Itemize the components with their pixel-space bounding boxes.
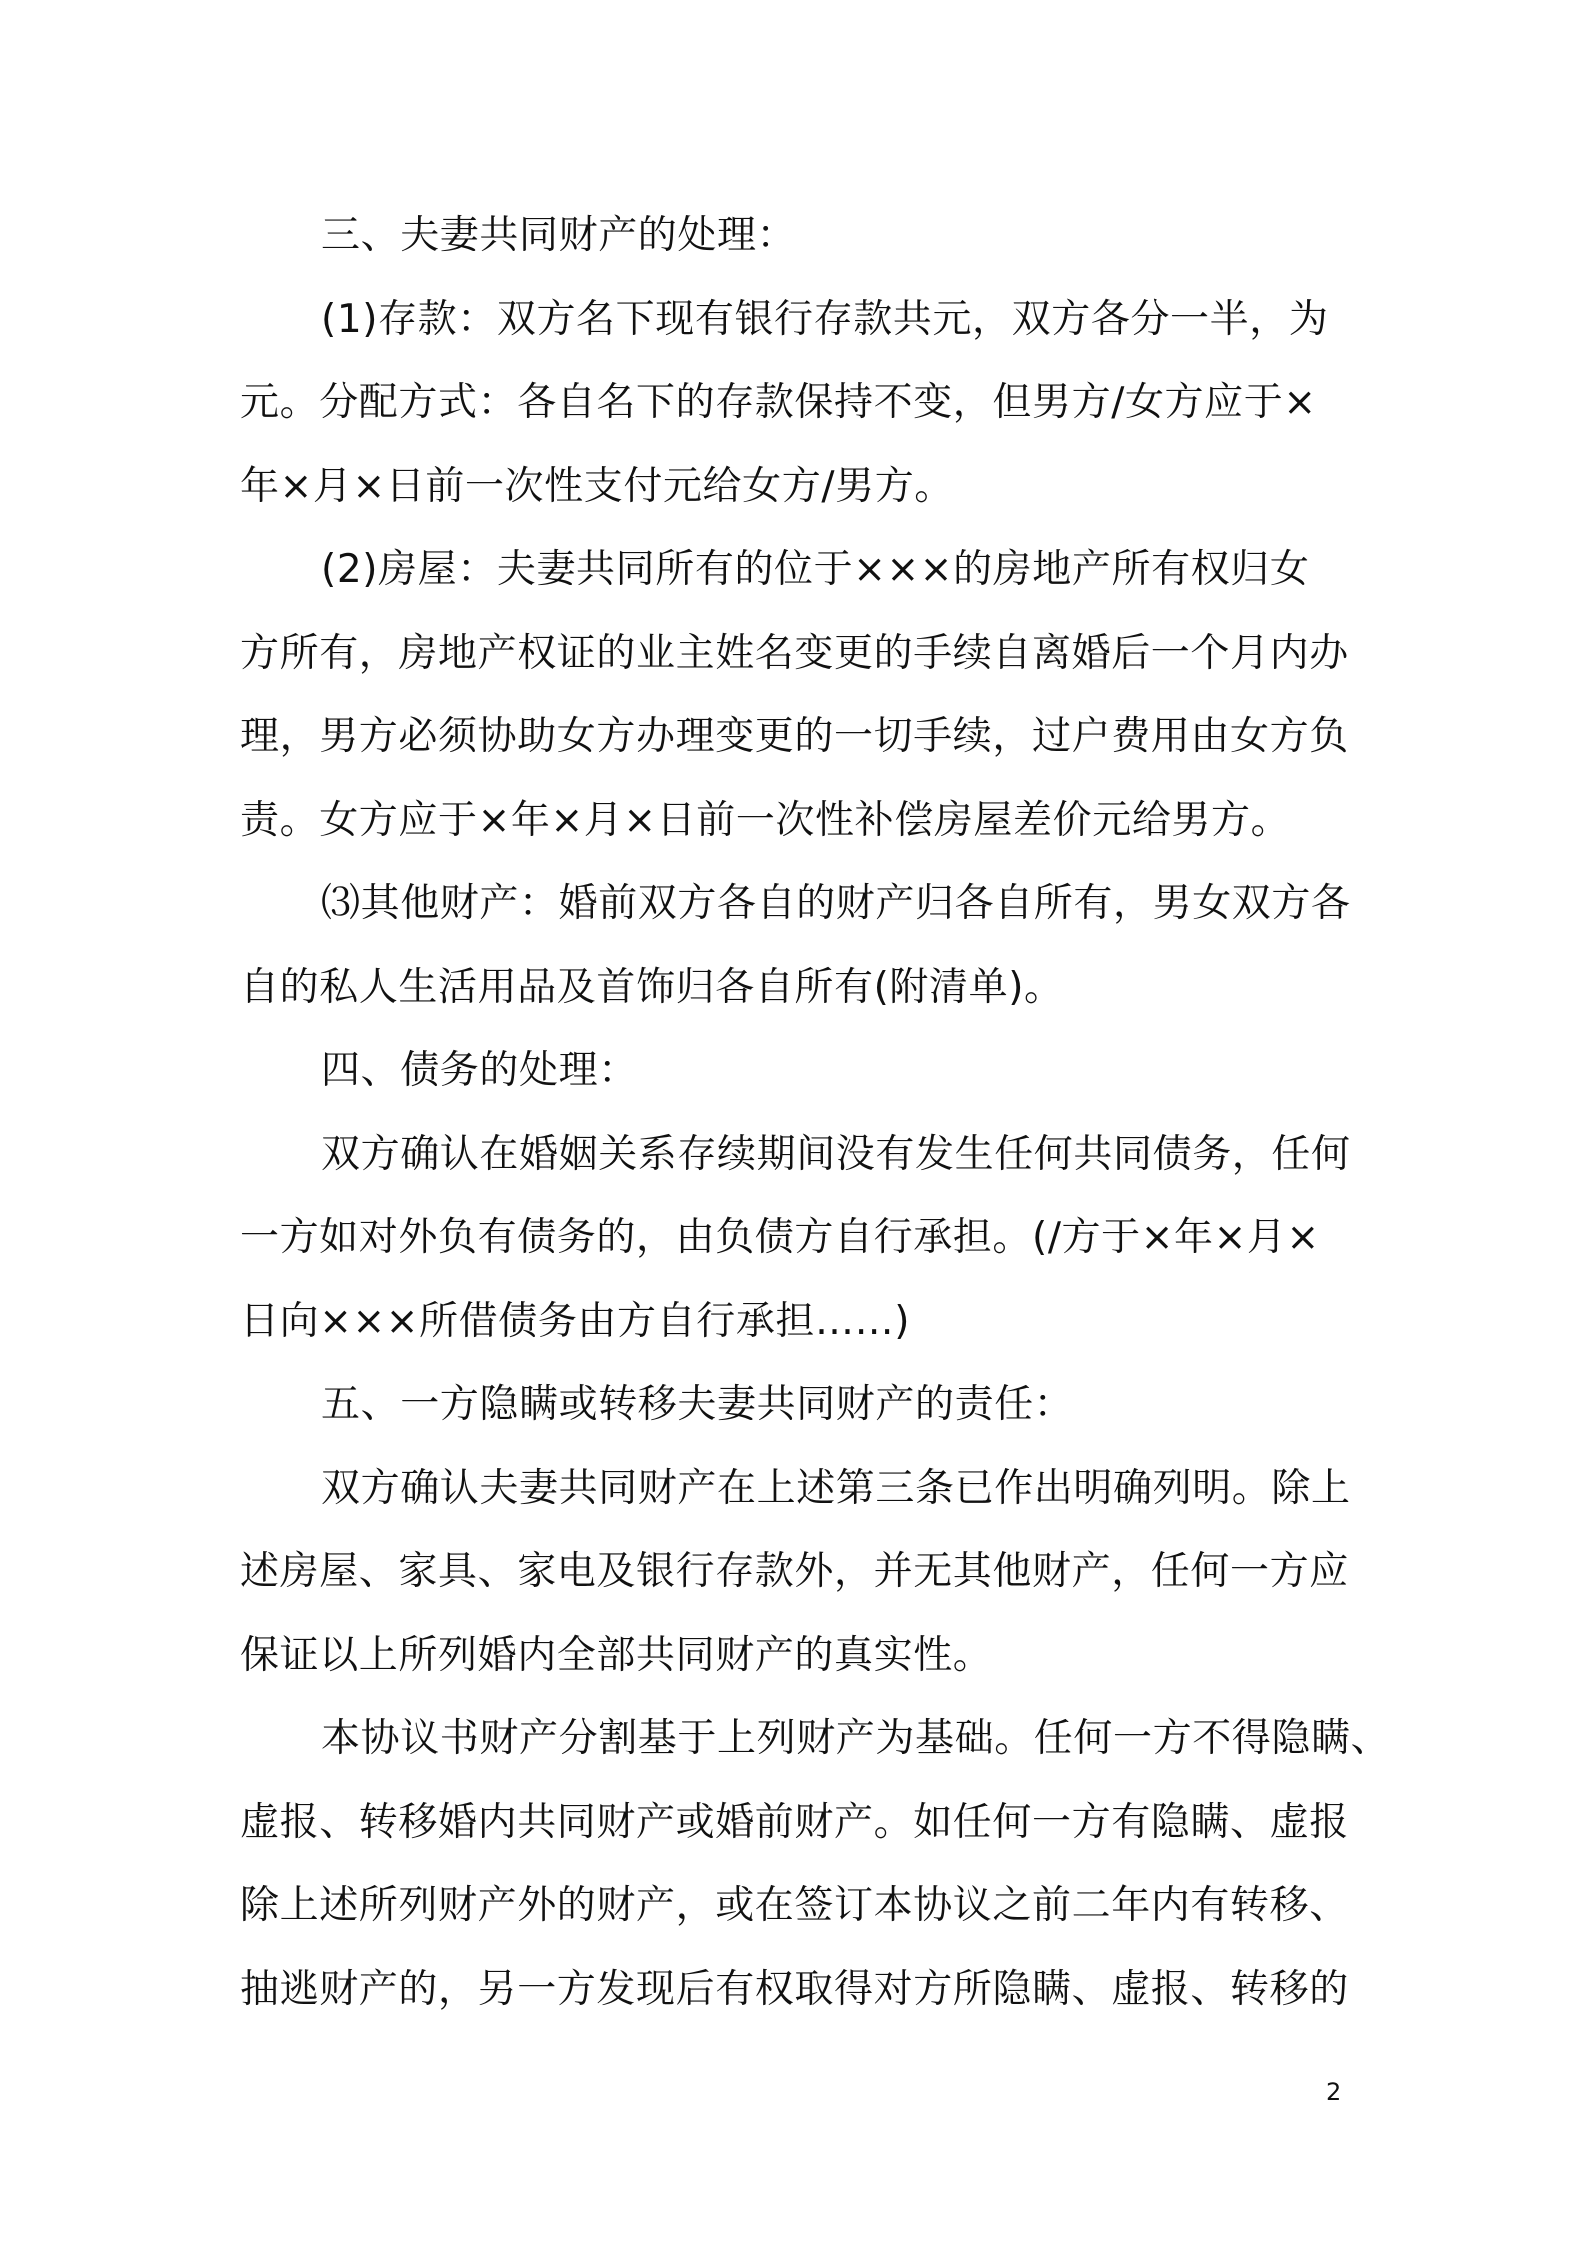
paragraph-line: 责。女方应于×年×月×日前一次性补偿房屋差价元给男方。 [240, 797, 1291, 843]
paragraph-line: 本协议书财产分割基于上列财产为基础。任何一方不得隐瞒、 [321, 1716, 1391, 1761]
section-heading-three: 三、夫妻共同财产的处理： [321, 213, 797, 258]
paragraph-line: 除上述所列财产外的财产，或在签订本协议之前二年内有转移、 [240, 1883, 1349, 1928]
paragraph-line: 年×月×日前一次性支付元给女方/男方。 [240, 463, 954, 509]
paragraph-line: 述房屋、家具、家电及银行存款外，并无其他财产，任何一方应 [240, 1549, 1349, 1594]
section-heading-five: 五、一方隐瞒或转移夫妻共同财产的责任： [321, 1382, 1074, 1427]
paragraph-line: 双方确认夫妻共同财产在上述第三条已作出明确列明。除上 [321, 1465, 1351, 1511]
paragraph-line: 方所有，房地产权证的业主姓名变更的手续自离婚后一个月内办 [240, 630, 1349, 676]
paragraph-line: 自的私人生活用品及首饰归各自所有(附清单)。 [240, 964, 1064, 1010]
paragraph-line: 元。分配方式：各自名下的存款保持不变，但男方/女方应于× [240, 380, 1317, 425]
paragraph-line: 日向×××所借债务由方自行承担……) [240, 1298, 911, 1344]
paragraph-line: 一方如对外负有债务的，由负债方自行承担。(/方于×年×月× [240, 1215, 1320, 1260]
paragraph-line: (1)存款：双方名下现有银行存款共元，双方各分一半，为 [321, 296, 1329, 342]
paragraph-line: 虚报、转移婚内共同财产或婚前财产。如任何一方有隐瞒、虚报 [240, 1799, 1349, 1845]
page-number: 2 [1326, 2078, 1342, 2106]
paragraph-line: 理，男方必须协助女方办理变更的一切手续，过户费用由女方负 [240, 714, 1349, 759]
paragraph-line: ⑶其他财产：婚前双方各自的财产归各自所有，男女双方各 [321, 881, 1351, 926]
paragraph-line: 抽逃财产的，另一方发现后有权取得对方所隐瞒、虚报、转移的 [240, 1966, 1349, 2012]
document-body [240, 194, 1391, 2031]
section-heading-four: 四、债务的处理： [321, 1048, 638, 1093]
paragraph-line: 保证以上所列婚内全部共同财产的真实性。 [240, 1632, 993, 1678]
paragraph-line: 双方确认在婚姻关系存续期间没有发生任何共同债务，任何 [321, 1131, 1351, 1177]
paragraph-line: (2)房屋：夫妻共同所有的位于×××的房地产所有权归女 [321, 547, 1310, 592]
